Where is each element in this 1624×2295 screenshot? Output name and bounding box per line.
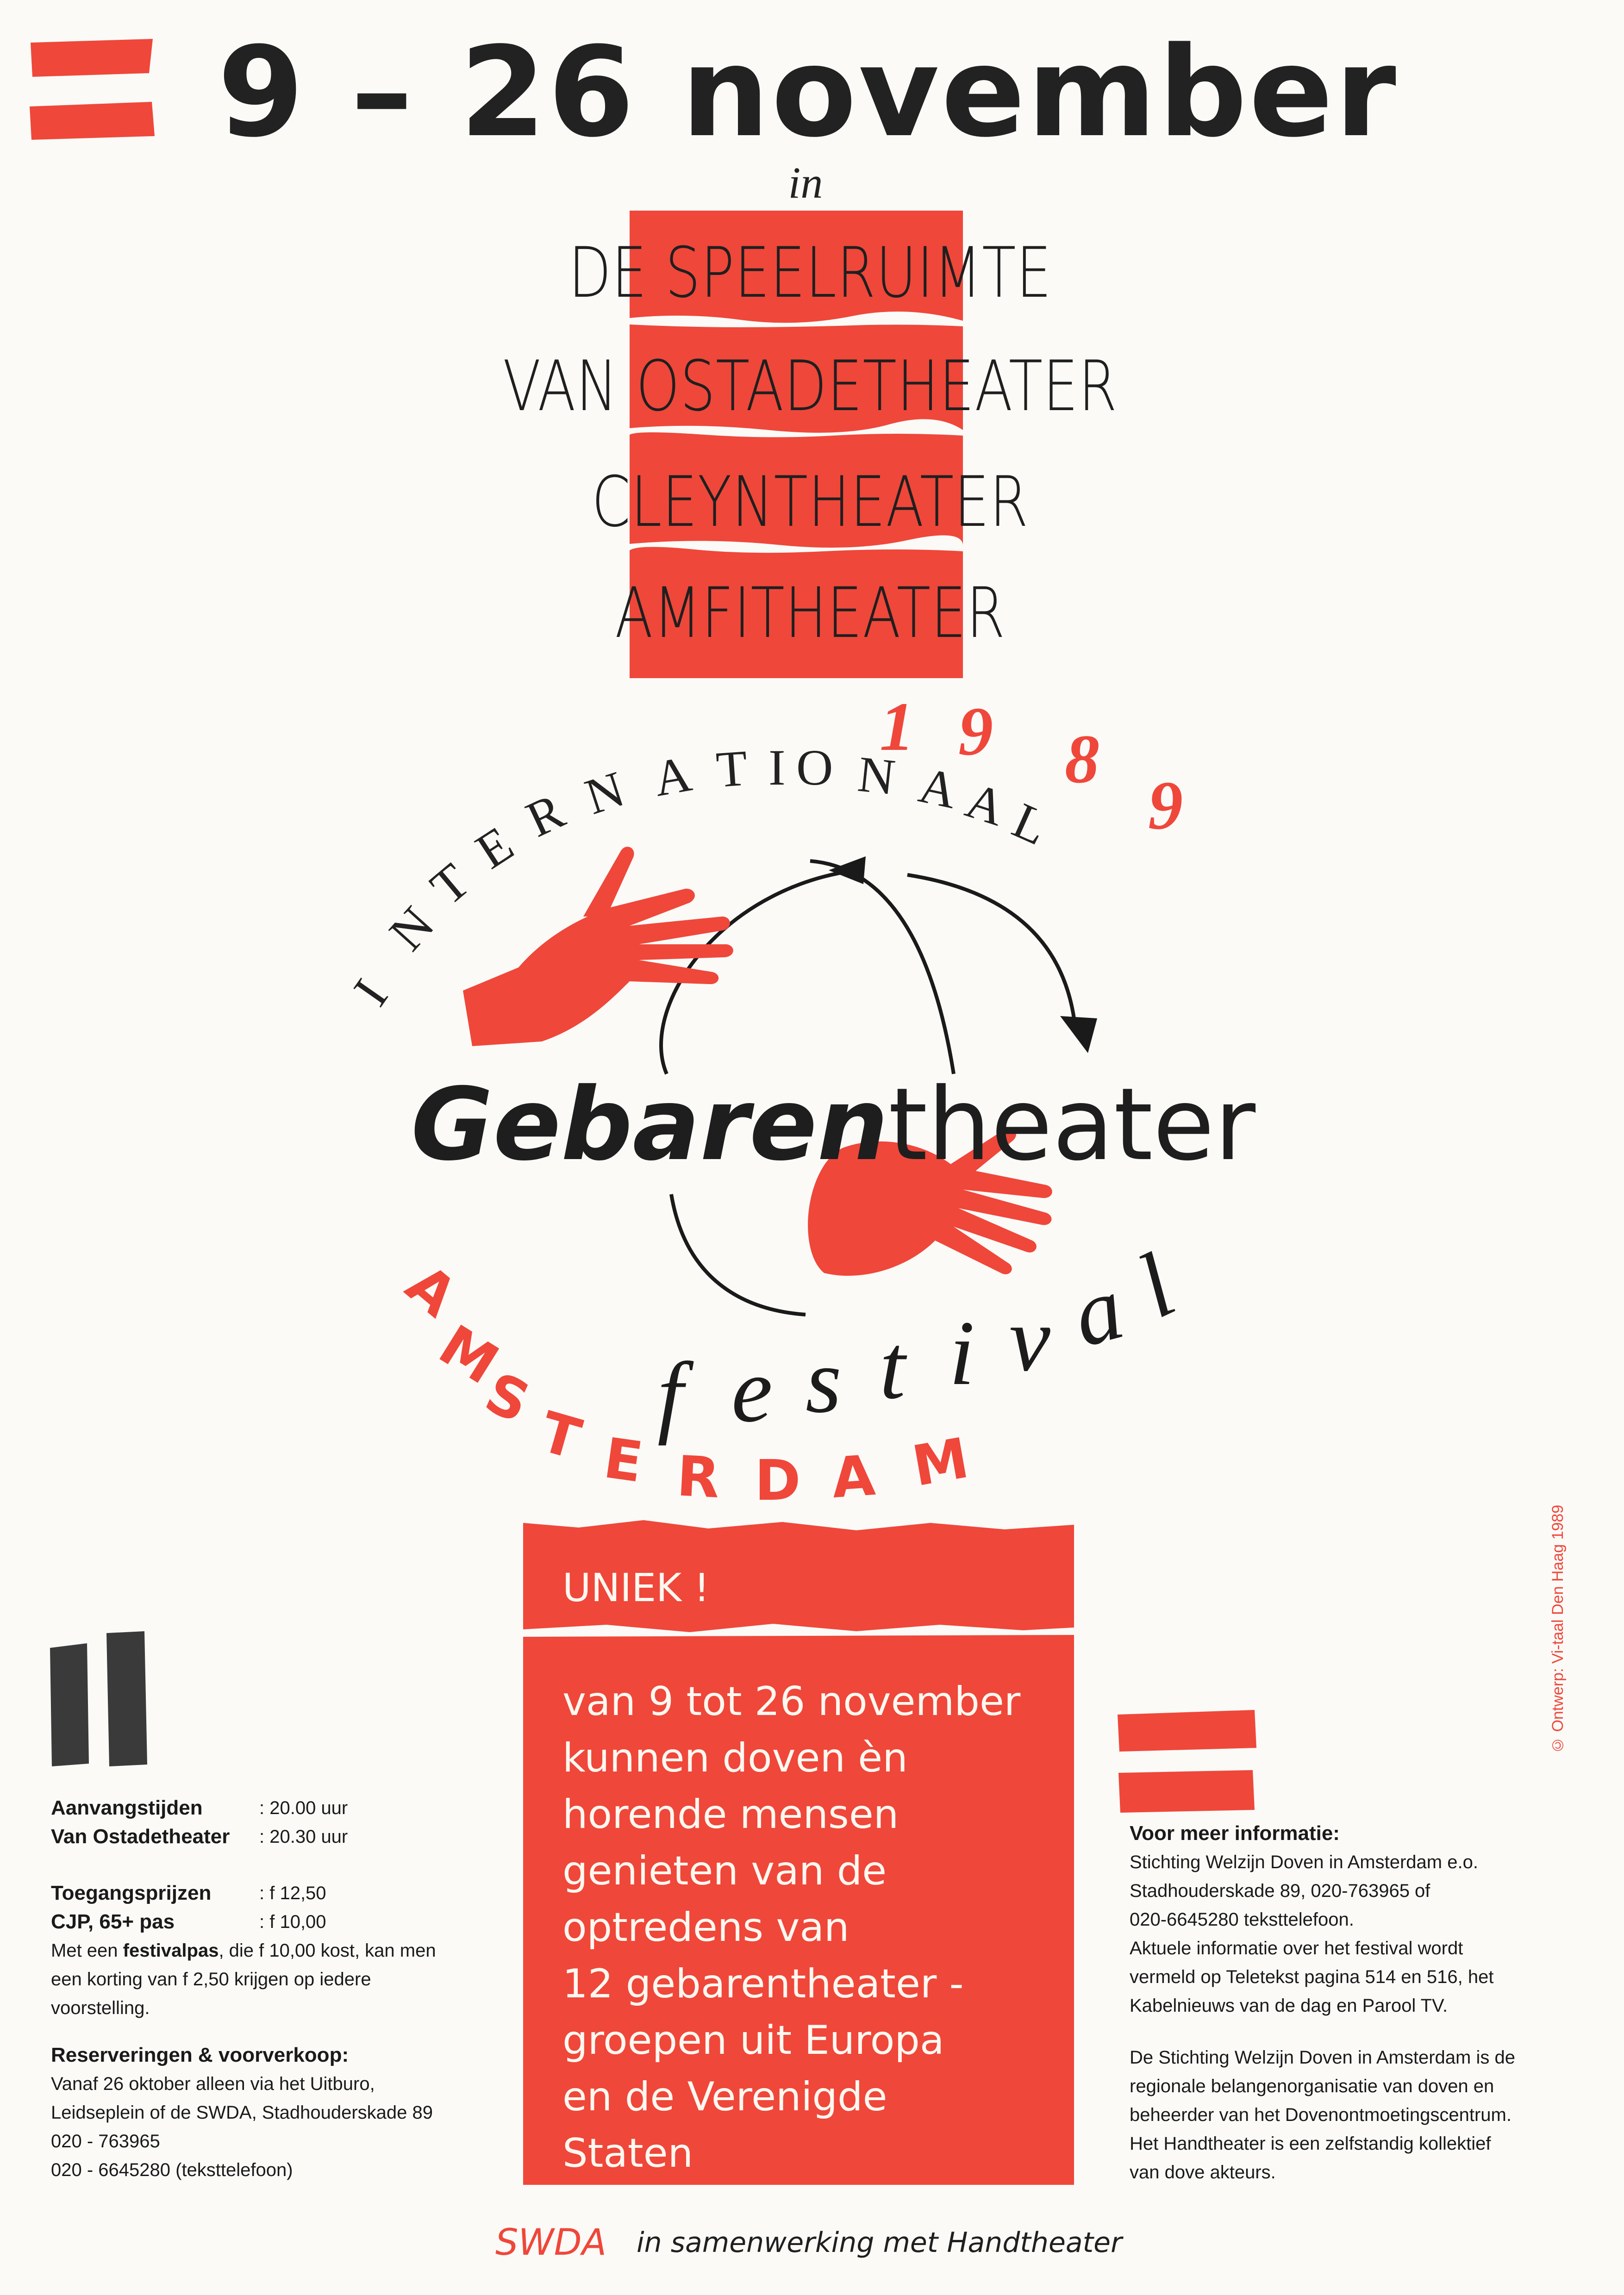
more-info-heading: Voor meer informatie: [1130,1822,1340,1845]
uniek-line: kunnen doven èn [562,1735,908,1781]
footer-org: SWDA [495,2222,607,2264]
city-letter: A [830,1443,877,1511]
festival-letter: a [1062,1256,1133,1367]
logo-title-bold: Gebaren [411,1066,888,1183]
venue-amfitheater: AMFITHEATER [615,573,1006,654]
festival-letter: e [731,1339,773,1441]
right-info [1130,1819,1574,2208]
arc-letter: A [649,745,696,807]
city-letter: T [533,1400,588,1472]
uniek-line: 12 gebarentheater - [562,1961,964,2007]
reserve-line: Vanaf 26 oktober alleen via het Uitburo, [51,2074,375,2094]
arc-letter: I [342,969,399,1016]
festivalpas-note: voorstelling. [51,1998,150,2018]
arc-letter: A [914,756,962,819]
festival-letter: f [657,1344,683,1446]
uniek-line: Staten [562,2130,693,2177]
in-word: in [788,158,823,207]
arrow-head-icon [1060,1016,1097,1053]
festival-letter: l [1123,1234,1189,1338]
red-stripes-top-left [28,37,157,143]
logo-year-digit: 9 [1148,767,1183,844]
festival-letter: i [949,1302,975,1404]
about-line: Het Handtheater is een zelfstandig kollektief [1130,2133,1491,2154]
venue-cleyntheater: CLEYNTHEATER [592,462,1029,543]
city-letter: D [755,1449,801,1513]
arc-letter: L [1005,792,1056,856]
more-info-line: Stichting Welzijn Doven in Amsterdam e.o. [1130,1852,1478,1872]
arc-letter: T [714,739,750,798]
reserve-line: 020 - 763965 [51,2131,160,2152]
city-letter: M [428,1313,509,1397]
logo-year-digit: 8 [1065,721,1099,798]
logo-year-digit: 1 [880,688,914,765]
black-bars-left [46,1629,153,1768]
uniek-line: optredens van [562,1904,849,1951]
arc-letter: N [578,760,631,825]
price-value: : f 12,50 [259,1883,326,1903]
festival-letter: s [806,1330,842,1432]
times-value: : 20.30 uur [259,1827,348,1847]
city-letter: A [394,1252,468,1329]
arc-letter: A [959,771,1012,837]
times-label: Aanvangstijden [51,1796,203,1819]
about-line: beheerder van het Dovenontmoetingscentrum. [1130,2105,1512,2125]
arc-letter: R [518,782,573,848]
arc-letter: O [796,739,833,796]
uniek-line: horende mensen [562,1791,899,1838]
arc-letter: T [420,852,480,916]
arc-letter: N [855,745,898,806]
city-letter: E [600,1426,647,1496]
about-line: van dove akteurs. [1130,2162,1276,2183]
more-info-line: vermeld op Teletekst pagina 514 en 516, het [1130,1967,1494,1987]
festivalpas-note: een korting van f 2,50 krijgen op iedere [51,1969,371,1989]
festival-dates: 9 – 26 november [218,20,1398,165]
city-letter: S [476,1360,539,1436]
festivalpas-note: Met een festivalpas, die f 10,00 kost, kan men [51,1940,436,1961]
uniek-line: van 9 tot 26 november [562,1678,1021,1725]
design-credit: © Ontwerp: Vi-taal Den Haag 1989 [1549,1504,1567,1754]
logo-year-digit: 9 [958,693,993,770]
uniek-text [562,1673,1062,2183]
left-hand-icon [463,847,733,1046]
price-label: Toegangsprijzen [51,1882,212,1904]
venue-van-ostadetheater: VAN OSTADETHEATER [503,346,1118,427]
more-info-line: Aktuele informatie over het festival wordt [1130,1938,1463,1958]
arc-letter: I [768,739,786,796]
logo-title [394,1065,1273,1185]
arc-letter: E [466,815,523,880]
reserve-heading: Reserveringen & voorverkoop: [51,2044,349,2066]
price-label: CJP, 65+ pas [51,1910,175,1933]
times-label: Van Ostadetheater [51,1825,230,1848]
times-value: : 20.00 uur [259,1798,348,1818]
city-letter: R [675,1444,722,1511]
uniek-line: groepen uit Europa [562,2017,944,2064]
festival-letter: t [880,1316,906,1418]
footer-partner: in samenwerking met Handtheater [637,2226,1122,2259]
city-letter: M [907,1426,974,1499]
reserve-line: 020 - 6645280 (teksttelefoon) [51,2160,293,2180]
price-value: : f 10,00 [259,1912,326,1932]
arc-letter: N [378,896,445,961]
uniek-line: genieten van de [562,1848,887,1894]
uniek-heading: UNIEK ! [562,1565,710,1610]
uniek-line: en de Verenigde [562,2074,887,2120]
more-info-line: Kabelnieuws van de dag en Parool TV. [1130,1996,1448,2016]
festival-letter: v [1009,1288,1050,1391]
about-line: De Stichting Welzijn Doven in Amsterdam is de [1130,2047,1515,2068]
logo-title-rest: theater [888,1066,1256,1183]
venue-speelruimte: DE SPEELRUIMTE [568,233,1052,313]
left-info [51,1794,514,2210]
reserve-line: Leidseplein of de SWDA, Stadhouderskade 89 [51,2102,433,2123]
more-info-line: 020-6645280 teksttelefoon. [1130,1909,1354,1930]
red-stripes-right [1116,1708,1259,1815]
more-info-line: Stadhouderskade 89, 020-763965 of [1130,1881,1430,1901]
about-line: regionale belangenorganisatie van doven en [1130,2076,1494,2096]
